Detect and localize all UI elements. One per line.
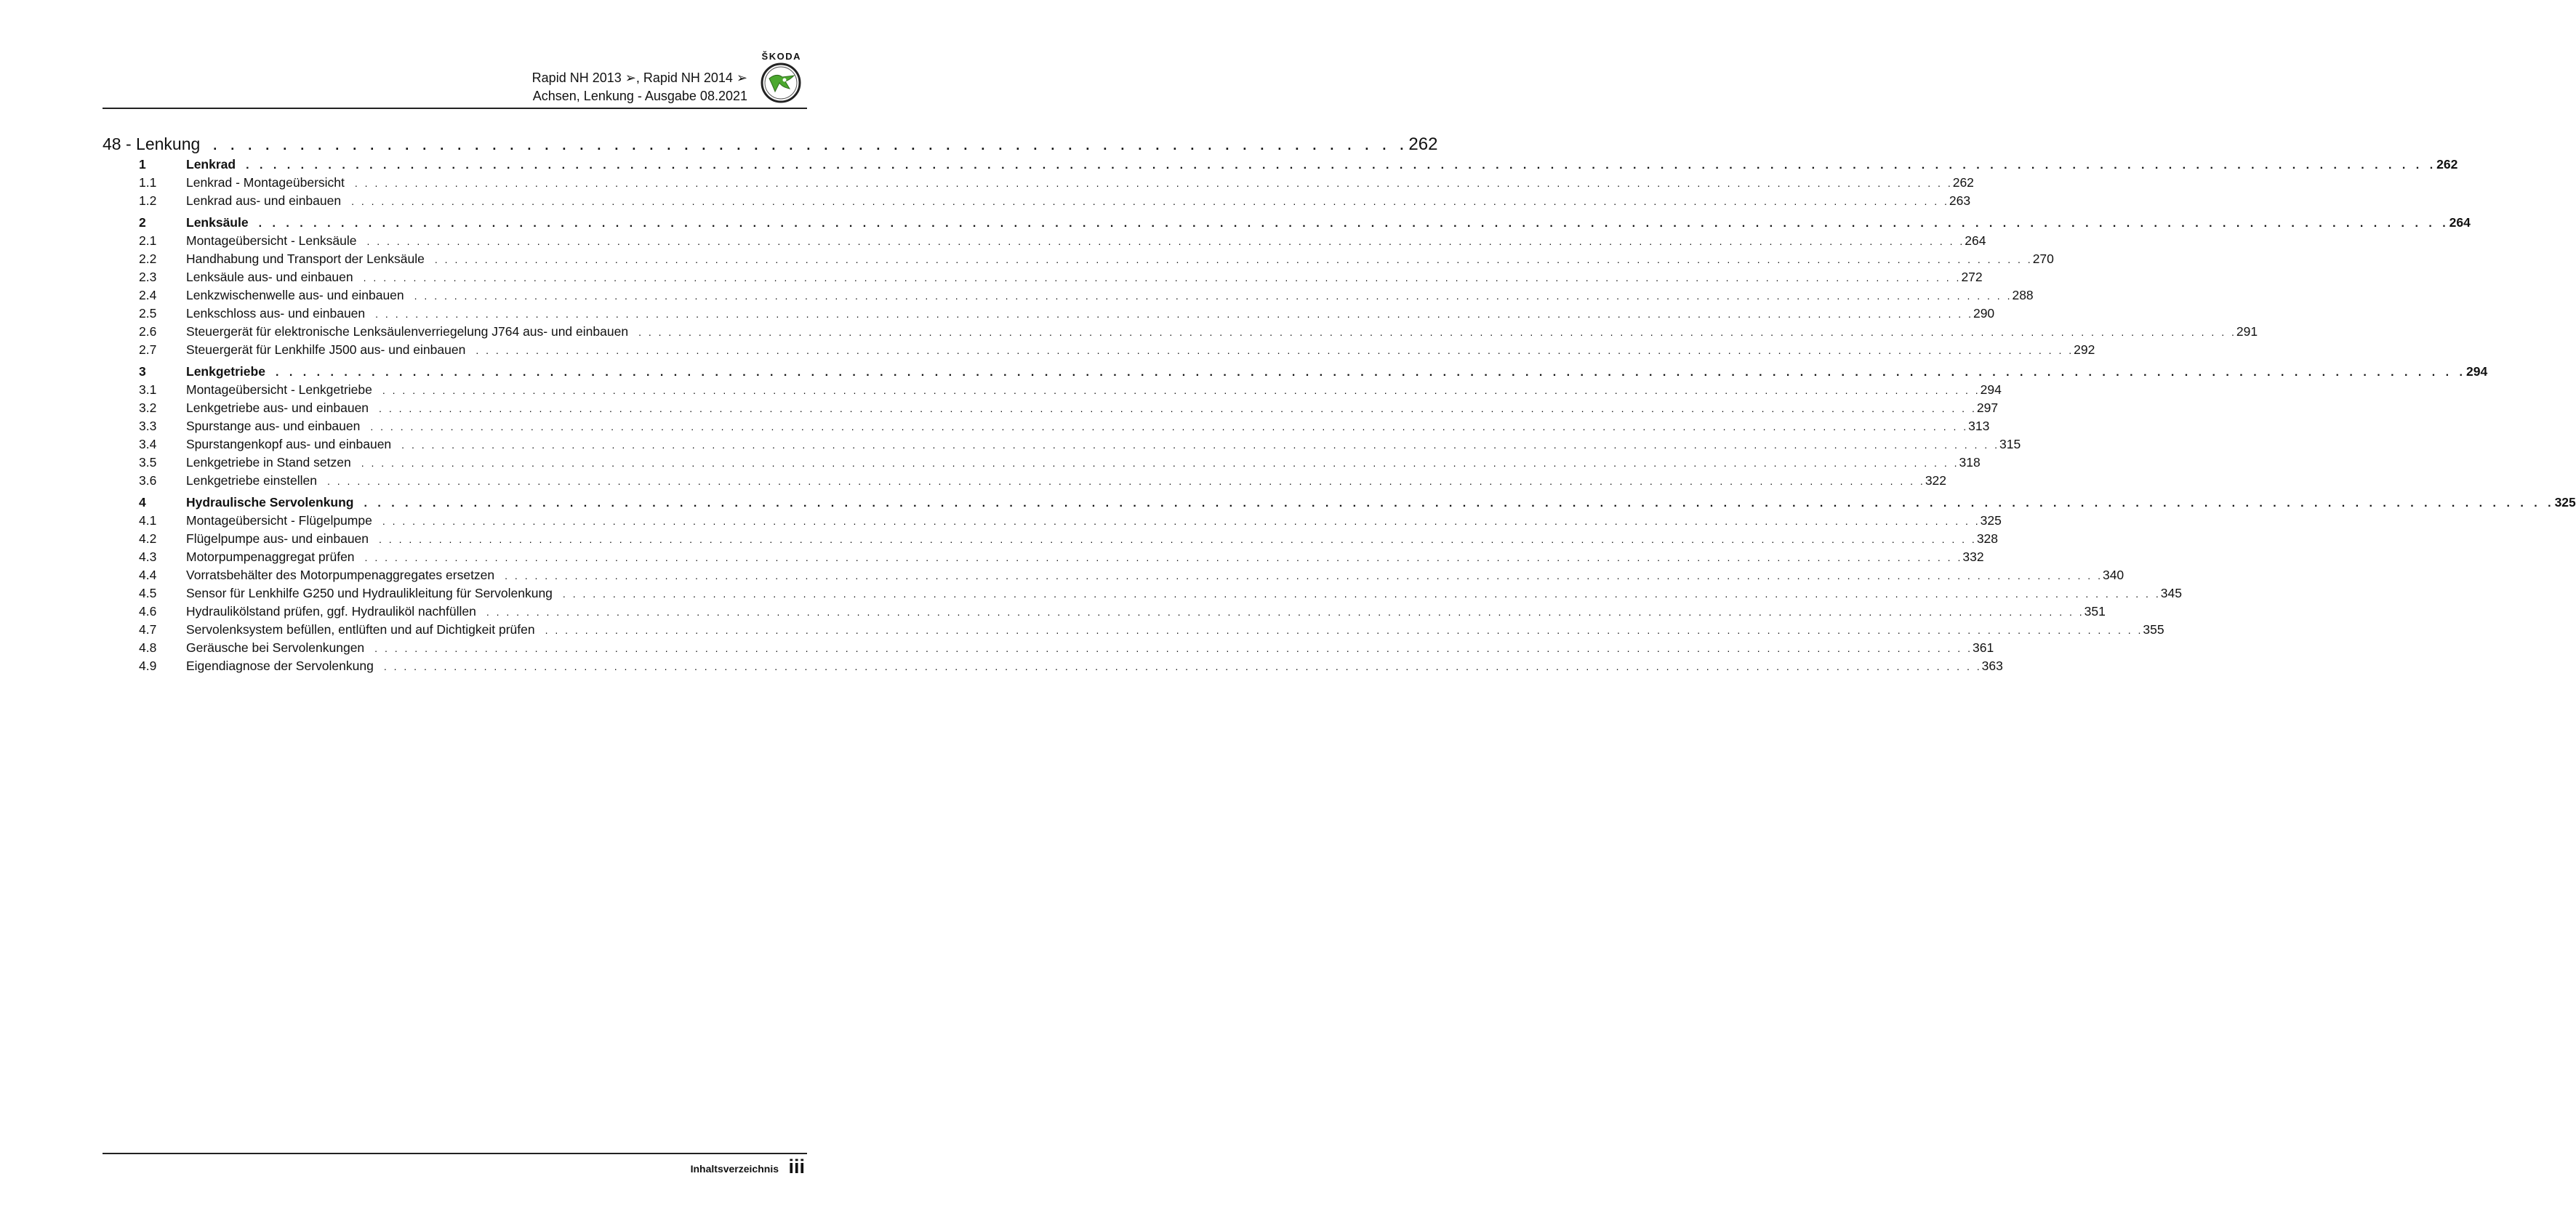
toc-item-number: 4.1 — [139, 513, 157, 528]
toc-item-number: 3.3 — [139, 419, 157, 433]
toc-leader-dots: . . . . . . . . . . . . . . . . . . . . . . . . . . . . . . . . . . . . . . . . . . . . . . . . . . . . . . . . . . . . . . . . . . . . . . . . . . . . . . . . . . . . . . . . . . . . . . . . . . . . . . . . . . . . . . . . . . . . . . . . . . . . . . . . . . . . . . . . . . . . . . . . . . . . . . . . . . . . . . . . — [638, 326, 2236, 338]
toc-item-page: 288 — [2012, 288, 2034, 302]
toc-item-number: 4.6 — [139, 604, 157, 619]
toc-leader-dots: . . . . . . . . . . . . . . . . . . . . . . . . . . . . . . . . . . . . . . . . . . . . . . . . . . . . . . . . . . . . . . . . . . . . . . . . . . . . . . . . . . . . . . . . . . . . . . . . . . . . . . . . . . . . . . . . . . . . . . . . . . . . . . . . . . . . . . . . . . . . . . . . . . . . . . . . . . . . . . . . — [275, 366, 2466, 379]
toc-item[interactable] — [103, 381, 2002, 399]
toc-item-title: Vorratsbehälter des Motorpumpenaggregates ersetzen — [186, 568, 495, 582]
toc-section[interactable] — [103, 156, 2458, 174]
toc-item-title: Lenkrad - Montageübersicht — [186, 175, 345, 190]
toc-item[interactable] — [103, 174, 1974, 192]
header-model-line: Rapid NH 2013 ➢, Rapid NH 2014 ➢ — [531, 71, 747, 85]
footer-page-number: iii — [788, 1156, 805, 1177]
toc-item-number: 3.5 — [139, 455, 157, 470]
toc-section-page: 262 — [2436, 157, 2458, 172]
toc-item-number: 4.7 — [139, 622, 157, 637]
toc-item[interactable] — [103, 530, 1999, 548]
toc-section-title: Hydraulische Servolenkung — [186, 495, 354, 510]
toc-item-number: 4.9 — [139, 659, 157, 673]
toc-item[interactable] — [103, 305, 1995, 323]
toc-item-title: Lenkrad aus- und einbauen — [186, 193, 342, 208]
toc-item[interactable] — [103, 657, 2003, 675]
toc-leader-dots: . . . . . . . . . . . . . . . . . . . . . . . . . . . . . . . . . . . . . . . . . . . . . . . . . . . . . . . . . . . . . . . . . . . . . . . . . . . . . . . . . . . . . . . . . . . . . . . . . . . . . . . . . . . . . . . . . . . . . . . . . . . . . . . . . . . . . . . . . . . . . . . . . . . . . . . . . . . . . . . . — [486, 606, 2085, 618]
toc-item-page: 315 — [1999, 437, 2021, 451]
toc-item-page: 264 — [1965, 233, 1986, 248]
toc-item-page: 322 — [1925, 473, 1947, 488]
toc-item[interactable] — [103, 192, 1971, 210]
header-edition-line: Achsen, Lenkung - Ausgabe 08.2021 — [532, 89, 747, 103]
toc-item-number: 2.3 — [139, 270, 157, 284]
toc-item-number: 4.3 — [139, 549, 157, 564]
toc-leader-dots: . . . . . . . . . . . . . . . . . . . . . . . . . . . . . . . . . . . . . . . . . . . . . . . . . . . . . . . . . . . . . . . . . . . . . . . . . . . . . . . . . . . . . . . . . . . . . . . . . . . . . . . . . . . . . . . . . . . . . . . . . . . . . . . . . . . . . . . . . . . . . . . . . . . . . . . . . . . . . . . . — [562, 588, 2161, 600]
toc-item-title: Lenkgetriebe aus- und einbauen — [186, 400, 369, 415]
toc-item-page: 313 — [1968, 419, 1990, 433]
toc-item-title: Montageübersicht - Flügelpumpe — [186, 513, 372, 528]
toc-item-title: Geräusche bei Servolenkungen — [186, 640, 365, 655]
toc-item-page: 345 — [2160, 586, 2182, 600]
toc-leader-dots: . . . . . . . . . . . . . . . . . . . . . . . . . . . . . . . . . . . . . . . . . . . . . . . . . . . . . . . . . . . . . . . . . . . . . . . . . . . . . . . . . . . . . . . . . . . . . . . . . . . . . . . . . . . . . . . . . . . . . . . . . . . . . . . . . . . . . . . . . . . . . . . . . . . . . . . . . . . . . . . . — [375, 308, 1973, 320]
toc-item-title: Sensor für Lenkhilfe G250 und Hydraulikleitung für Servolenkung — [186, 586, 553, 600]
toc-leader-dots: . . . . . . . . . . . . . . . . . . . . . . . . . . . . . . . . . . . . . . . . . . . . . . . . . . . . . . . . . . . . . . . . . . . . . . . . . . . . . . . . . . . . . . . . . . . . . . . . . . . . . . . . . . . . . . . . . . . . . . . . . . . . . . . . . . . . . . . . . . . . . . . . . . . . . . . . . . . . . . . . — [434, 254, 2033, 265]
toc-item-title: Flügelpumpe aus- und einbauen — [186, 531, 369, 546]
toc-item-page: 272 — [1961, 270, 1983, 284]
toc-leader-dots: . . . . . . . . . . . . . . . . . . . . . . . . . . . . . . . . . . . . . . . . . . . . . . . . . . . . . . . . . . . . . . . . . . . . . . . . . . . . . . . . . . . . . . . . . . . . . . . . . . . . . . . . . . . . . . . . . . . . . . . . . . . . . . . . . . . . . . . . . . . . . . . . . . . . . . . . . . . . . . . . — [246, 159, 2437, 172]
toc-item[interactable] — [103, 566, 2124, 584]
toc-item-page: 318 — [1959, 455, 1981, 470]
toc-item-number: 1.1 — [139, 175, 157, 190]
toc-leader-dots: . . . . . . . . . . . . . . . . . . . . . . . . . . . . . . . . . . . . . . . . . . . . . . . . . . . . . . . . . . . . . . . . . . . . . — [213, 138, 1409, 153]
toc-item-page: 270 — [2032, 251, 2054, 266]
toc-item-title: Montageübersicht - Lenksäule — [186, 233, 357, 248]
toc-leader-dots: . . . . . . . . . . . . . . . . . . . . . . . . . . . . . . . . . . . . . . . . . . . . . . . . . . . . . . . . . . . . . . . . . . . . . . . . . . . . . . . . . . . . . . . . . . . . . . . . . . . . . . . . . . . . . . . . . . . . . . . . . . . . . . . . . . . . . . . . . . . . . . . . . . . . . . . . . . . . . . . . — [379, 534, 1977, 545]
toc-item-number: 3.2 — [139, 400, 157, 415]
toc-item[interactable] — [103, 603, 2106, 621]
toc-item-title: Spurstange aus- und einbauen — [186, 419, 361, 433]
toc-leader-dots: . . . . . . . . . . . . . . . . . . . . . . . . . . . . . . . . . . . . . . . . . . . . . . . . . . . . . . . . . . . . . . . . . . . . . . . . . . . . . . . . . . . . . . . . . . . . . . . . . . . . . . . . . . . . . . . . . . . . . . . . . . . . . . . . . . . . . . . . . . . . . . . . . . . . . . . . . . . . . . . . — [354, 177, 1953, 189]
toc-item-page: 332 — [1962, 549, 1984, 564]
toc-item[interactable] — [103, 341, 2095, 359]
toc-item-title: Steuergerät für Lenkhilfe J500 aus- und einbauen — [186, 342, 466, 357]
toc-item-number: 4.5 — [139, 586, 157, 600]
toc-chapter[interactable] — [103, 132, 1438, 156]
toc-item-page: 325 — [1980, 513, 2002, 528]
toc-leader-dots: . . . . . . . . . . . . . . . . . . . . . . . . . . . . . . . . . . . . . . . . . . . . . . . . . . . . . . . . . . . . . . . . . . . . . . . . . . . . . . . . . . . . . . . . . . . . . . . . . . . . . . . . . . . . . . . . . . . . . . . . . . . . . . . . . . . . . . . . . . . . . . . . . . . . . . . . . . . . . . . . — [414, 290, 2013, 302]
toc-item-page: 340 — [2102, 568, 2124, 582]
toc-section-page: 325 — [2554, 495, 2576, 510]
toc-leader-dots: . . . . . . . . . . . . . . . . . . . . . . . . . . . . . . . . . . . . . . . . . . . . . . . . . . . . . . . . . . . . . . . . . . . . . . . . . . . . . . . . . . . . . . . . . . . . . . . . . . . . . . . . . . . . . . . . . . . . . . . . . . . . . . . . . . . . . . . . . . . . . . . . . . . . . . . . . . . . . . . . — [366, 235, 1965, 247]
toc-item-number: 4.4 — [139, 568, 157, 582]
toc-item-title: Lenkgetriebe einstellen — [186, 473, 317, 488]
toc-leader-dots: . . . . . . . . . . . . . . . . . . . . . . . . . . . . . . . . . . . . . . . . . . . . . . . . . . . . . . . . . . . . . . . . . . . . . . . . . . . . . . . . . . . . . . . . . . . . . . . . . . . . . . . . . . . . . . . . . . . . . . . . . . . . . . . . . . . . . . . . . . . . . . . . . . . . . . . . . . . . . . . . — [364, 497, 2555, 510]
toc-item[interactable] — [103, 472, 1947, 490]
toc-leader-dots: . . . . . . . . . . . . . . . . . . . . . . . . . . . . . . . . . . . . . . . . . . . . . . . . . . . . . . . . . . . . . . . . . . . . . . . . . . . . . . . . . . . . . . . . . . . . . . . . . . . . . . . . . . . . . . . . . . . . . . . . . . . . . . . . . . . . . . . . . . . . . . . . . . . . . . . . . . . . . . . . — [401, 439, 1999, 451]
brand-wordmark: ŠKODA — [761, 51, 801, 62]
toc-section-page: 294 — [2466, 364, 2488, 379]
toc-item-number: 4.2 — [139, 531, 157, 546]
toc-item-title: Motorpumpenaggregat prüfen — [186, 549, 355, 564]
toc-leader-dots: . . . . . . . . . . . . . . . . . . . . . . . . . . . . . . . . . . . . . . . . . . . . . . . . . . . . . . . . . . . . . . . . . . . . . . . . . . . . . . . . . . . . . . . . . . . . . . . . . . . . . . . . . . . . . . . . . . . . . . . . . . . . . . . . . . . . . . . . . . . . . . . . . . . . . . . . . . . . . . . . — [383, 661, 1982, 672]
toc-item-page: 294 — [1980, 382, 2002, 397]
toc-item-number: 2.7 — [139, 342, 157, 357]
toc-item-page: 361 — [1972, 640, 1994, 655]
toc-item[interactable] — [103, 621, 2164, 639]
toc-item[interactable] — [103, 399, 1999, 417]
toc-section-title: Lenkgetriebe — [186, 364, 265, 379]
toc-item[interactable] — [103, 323, 2258, 341]
toc-item[interactable] — [103, 250, 2054, 268]
toc-leader-dots: . . . . . . . . . . . . . . . . . . . . . . . . . . . . . . . . . . . . . . . . . . . . . . . . . . . . . . . . . . . . . . . . . . . . . . . . . . . . . . . . . . . . . . . . . . . . . . . . . . . . . . . . . . . . . . . . . . . . . . . . . . . . . . . . . . . . . . . . . . . . . . . . . . . . . . . . . . . . . . . . — [351, 196, 1949, 207]
toc-leader-dots: . . . . . . . . . . . . . . . . . . . . . . . . . . . . . . . . . . . . . . . . . . . . . . . . . . . . . . . . . . . . . . . . . . . . . . . . . . . . . . . . . . . . . . . . . . . . . . . . . . . . . . . . . . . . . . . . . . . . . . . . . . . . . . . . . . . . . . . . . . . . . . . . . . . . . . . . . . . . . . . . — [374, 643, 1973, 654]
toc-item-number: 2.2 — [139, 251, 157, 266]
toc-item[interactable] — [103, 417, 1990, 435]
toc-leader-dots: . . . . . . . . . . . . . . . . . . . . . . . . . . . . . . . . . . . . . . . . . . . . . . . . . . . . . . . . . . . . . . . . . . . . . . . . . . . . . . . . . . . . . . . . . . . . . . . . . . . . . . . . . . . . . . . . . . . . . . . . . . . . . . . . . . . . . . . . . . . . . . . . . . . . . . . . . . . . . . . . — [476, 345, 2074, 356]
toc-leader-dots: . . . . . . . . . . . . . . . . . . . . . . . . . . . . . . . . . . . . . . . . . . . . . . . . . . . . . . . . . . . . . . . . . . . . . . . . . . . . . . . . . . . . . . . . . . . . . . . . . . . . . . . . . . . . . . . . . . . . . . . . . . . . . . . . . . . . . . . . . . . . . . . . . . . . . . . . . . . . . . . . — [364, 552, 1963, 563]
toc-section[interactable] — [103, 494, 2576, 512]
toc-item-number: 3.4 — [139, 437, 157, 451]
page-header — [103, 44, 807, 109]
toc-leader-dots: . . . . . . . . . . . . . . . . . . . . . . . . . . . . . . . . . . . . . . . . . . . . . . . . . . . . . . . . . . . . . . . . . . . . . . . . . . . . . . . . . . . . . . . . . . . . . . . . . . . . . . . . . . . . . . . . . . . . . . . . . . . . . . . . . . . . . . . . . . . . . . . . . . . . . . . . . . . . . . . . — [545, 624, 2143, 636]
toc-item[interactable] — [103, 548, 1984, 566]
toc-item-title: Lenkzwischenwelle aus- und einbauen — [186, 288, 404, 302]
toc-chapter-title: 48 - Lenkung — [103, 134, 201, 153]
toc-item-number: 2.1 — [139, 233, 157, 248]
toc-item-number: 2.4 — [139, 288, 157, 302]
toc-item-page: 328 — [1976, 531, 1999, 546]
toc-item-title: Lenkschloss aus- und einbauen — [186, 306, 366, 321]
table-of-contents — [103, 132, 2576, 675]
footer-divider — [103, 1153, 807, 1154]
toc-section-title: Lenksäule — [186, 215, 249, 230]
toc-chapter-page: 262 — [1408, 134, 1438, 154]
toc-leader-dots: . . . . . . . . . . . . . . . . . . . . . . . . . . . . . . . . . . . . . . . . . . . . . . . . . . . . . . . . . . . . . . . . . . . . . . . . . . . . . . . . . . . . . . . . . . . . . . . . . . . . . . . . . . . . . . . . . . . . . . . . . . . . . . . . . . . . . . . . . . . . . . . . . . . . . . . . . . . . . . . . — [505, 570, 2103, 581]
toc-section-page: 264 — [2449, 215, 2471, 230]
toc-leader-dots: . . . . . . . . . . . . . . . . . . . . . . . . . . . . . . . . . . . . . . . . . . . . . . . . . . . . . . . . . . . . . . . . . . . . . . . . . . . . . . . . . . . . . . . . . . . . . . . . . . . . . . . . . . . . . . . . . . . . . . . . . . . . . . . . . . . . . . . . . . . . . . . . . . . . . . . . . . . . . . . . — [327, 475, 1925, 487]
toc-item-page: 262 — [1952, 175, 1974, 190]
toc-item-title: Hydraulikölstand prüfen, ggf. Hydrauliköl nachfüllen — [186, 604, 476, 619]
toc-item[interactable] — [103, 268, 1983, 286]
toc-item-title: Lenksäule aus- und einbauen — [186, 270, 353, 284]
toc-leader-dots: . . . . . . . . . . . . . . . . . . . . . . . . . . . . . . . . . . . . . . . . . . . . . . . . . . . . . . . . . . . . . . . . . . . . . . . . . . . . . . . . . . . . . . . . . . . . . . . . . . . . . . . . . . . . . . . . . . . . . . . . . . . . . . . . . . . . . . . . . . . . . . . . . . . . . . . . . . . . . . . . — [370, 421, 1969, 432]
toc-item-number: 4.8 — [139, 640, 157, 655]
toc-section-number: 3 — [139, 364, 146, 379]
toc-item[interactable] — [103, 286, 2034, 305]
toc-leader-dots: . . . . . . . . . . . . . . . . . . . . . . . . . . . . . . . . . . . . . . . . . . . . . . . . . . . . . . . . . . . . . . . . . . . . . . . . . . . . . . . . . . . . . . . . . . . . . . . . . . . . . . . . . . . . . . . . . . . . . . . . . . . . . . . . . . . . . . . . . . . . . . . . . . . . . . . . . . . . . . . . — [379, 403, 1977, 414]
toc-item-page: 292 — [2074, 342, 2095, 357]
toc-section-number: 1 — [139, 157, 146, 172]
toc-leader-dots: . . . . . . . . . . . . . . . . . . . . . . . . . . . . . . . . . . . . . . . . . . . . . . . . . . . . . . . . . . . . . . . . . . . . . . . . . . . . . . . . . . . . . . . . . . . . . . . . . . . . . . . . . . . . . . . . . . . . . . . . . . . . . . . . . . . . . . . . . . . . . . . . . . . . . . . . . . . . . . . . — [382, 384, 1981, 396]
toc-item-title: Eigendiagnose der Servolenkung — [186, 659, 374, 673]
toc-section[interactable] — [103, 363, 2488, 381]
toc-item-number: 1.2 — [139, 193, 157, 208]
toc-item[interactable] — [103, 584, 2182, 603]
toc-item-title: Servolenksystem befüllen, entlüften und auf Dichtigkeit prüfen — [186, 622, 535, 637]
toc-item-page: 297 — [1976, 400, 1999, 415]
toc-section-title: Lenkrad — [186, 157, 236, 172]
toc-item[interactable] — [103, 232, 1986, 250]
toc-item-page: 363 — [1981, 659, 2003, 673]
toc-leader-dots: . . . . . . . . . . . . . . . . . . . . . . . . . . . . . . . . . . . . . . . . . . . . . . . . . . . . . . . . . . . . . . . . . . . . . . . . . . . . . . . . . . . . . . . . . . . . . . . . . . . . . . . . . . . . . . . . . . . . . . . . . . . . . . . . . . . . . . . . . . . . . . . . . . . . . . . . . . . . . . . . — [258, 217, 2449, 230]
toc-item[interactable] — [103, 512, 2002, 530]
toc-item-number: 2.6 — [139, 324, 157, 339]
toc-leader-dots: . . . . . . . . . . . . . . . . . . . . . . . . . . . . . . . . . . . . . . . . . . . . . . . . . . . . . . . . . . . . . . . . . . . . . . . . . . . . . . . . . . . . . . . . . . . . . . . . . . . . . . . . . . . . . . . . . . . . . . . . . . . . . . . . . . . . . . . . . . . . . . . . . . . . . . . . . . . . . . . . — [363, 272, 1962, 283]
toc-item-title: Lenkgetriebe in Stand setzen — [186, 455, 351, 470]
toc-item-page: 291 — [2236, 324, 2258, 339]
toc-item-page: 355 — [2143, 622, 2164, 637]
toc-item-title: Handhabung und Transport der Lenksäule — [186, 251, 425, 266]
toc-item[interactable] — [103, 435, 2021, 454]
toc-section-number: 2 — [139, 215, 146, 230]
toc-item-page: 290 — [1973, 306, 1995, 321]
toc-section[interactable] — [103, 214, 2471, 232]
toc-item-title: Montageübersicht - Lenkgetriebe — [186, 382, 372, 397]
skoda-logo-icon — [761, 63, 801, 103]
toc-item-number: 3.1 — [139, 382, 157, 397]
toc-item-title: Steuergerät für elektronische Lenksäulenverriegelung J764 aus- und einbauen — [186, 324, 629, 339]
toc-item-title: Spurstangenkopf aus- und einbauen — [186, 437, 392, 451]
toc-item-page: 351 — [2084, 604, 2106, 619]
toc-leader-dots: . . . . . . . . . . . . . . . . . . . . . . . . . . . . . . . . . . . . . . . . . . . . . . . . . . . . . . . . . . . . . . . . . . . . . . . . . . . . . . . . . . . . . . . . . . . . . . . . . . . . . . . . . . . . . . . . . . . . . . . . . . . . . . . . . . . . . . . . . . . . . . . . . . . . . . . . . . . . . . . . — [382, 515, 1981, 527]
toc-item-number: 2.5 — [139, 306, 157, 321]
toc-section-number: 4 — [139, 495, 146, 510]
toc-item[interactable] — [103, 639, 1994, 657]
toc-item-page: 263 — [1949, 193, 1971, 208]
toc-item-number: 3.6 — [139, 473, 157, 488]
footer-label: Inhaltsverzeichnis — [690, 1163, 779, 1175]
toc-item[interactable] — [103, 454, 1981, 472]
toc-leader-dots: . . . . . . . . . . . . . . . . . . . . . . . . . . . . . . . . . . . . . . . . . . . . . . . . . . . . . . . . . . . . . . . . . . . . . . . . . . . . . . . . . . . . . . . . . . . . . . . . . . . . . . . . . . . . . . . . . . . . . . . . . . . . . . . . . . . . . . . . . . . . . . . . . . . . . . . . . . . . . . . . — [361, 457, 1959, 469]
